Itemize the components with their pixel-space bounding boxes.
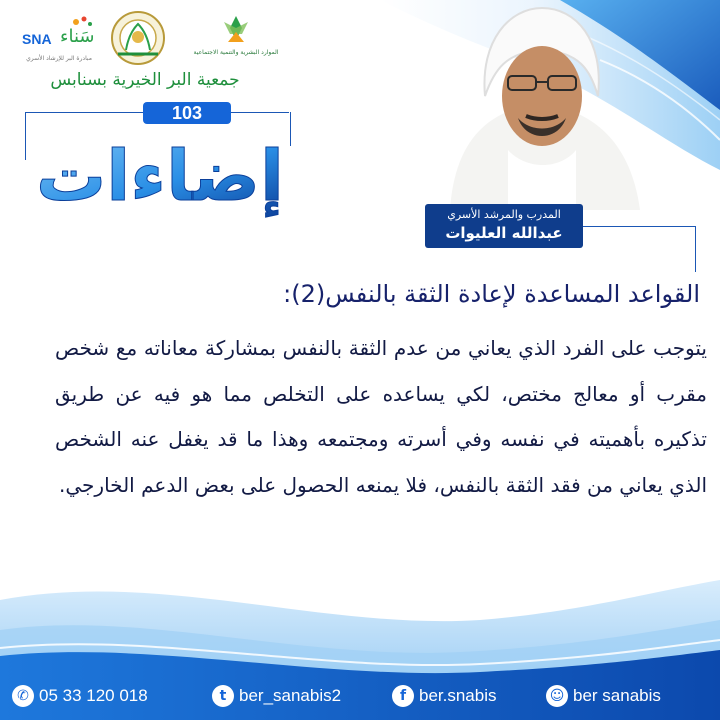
frame-line-badge-right — [231, 112, 289, 113]
contact-footer — [0, 682, 720, 710]
charity-crest-logo — [108, 10, 168, 70]
twitter-handle: ber_sanabis2 — [239, 686, 342, 705]
frame-line-trainer — [583, 226, 695, 227]
trainer-portrait — [440, 0, 645, 210]
trainer-name: عبدالله العليوات — [445, 224, 563, 242]
trainer-label — [425, 204, 583, 248]
series-title: إضاءات — [35, 135, 285, 217]
snapchat-icon: ☺ — [546, 685, 568, 707]
facebook-handle: ber.snabis — [419, 686, 497, 705]
facebook-icon: f — [392, 685, 414, 707]
sna-logo-text: SNA — [22, 31, 52, 47]
snapchat-handle: ber sanabis — [573, 686, 661, 705]
snapchat-contact[interactable] — [546, 682, 661, 710]
frame-line-right — [290, 112, 291, 146]
sna-logo-arabic: سَناء — [60, 26, 95, 47]
article-heading: القواعد المساعدة لإعادة الثقة بالنفس(2): — [283, 280, 700, 308]
facebook-contact[interactable] — [392, 682, 497, 710]
logo-group — [20, 10, 279, 100]
sna-logo — [20, 10, 98, 70]
ministry-logo-sub: الموارد البشرية والتنمية الاجتماعية — [193, 49, 279, 56]
ministry-logo — [193, 10, 279, 70]
trainer-role: المدرب والمرشد الأسري — [447, 208, 561, 221]
series-title-logo — [30, 120, 290, 230]
whatsapp-icon: ✆ — [12, 685, 34, 707]
article-body: يتوجب على الفرد الذي يعاني من عدم الثقة بالنفس بمشاركة معاناته مع شخص مقرب أو معالج مختص، لكي يساعده على التخلص مما هو فيه عن طريق تذكيره بأهميته في نفسه وفي أسرته ومجتمعه وهذا ما قد يغفل عنه الشخص الذي يعاني من فقد الثقة بالنفس، فلا يمنعه الحصول على بعض الدعم الخارجي. — [55, 336, 707, 497]
frame-line-top — [25, 112, 143, 113]
organization-name: جمعية البر الخيرية بسنابس — [50, 70, 240, 90]
twitter-icon: t — [212, 685, 234, 707]
phone-contact[interactable] — [12, 682, 148, 710]
frame-line-trainer-down — [695, 226, 696, 272]
phone-number: 05 33 120 018 — [39, 686, 148, 705]
twitter-contact[interactable] — [212, 682, 341, 710]
issue-number-badge: 103 — [143, 102, 231, 124]
frame-line-left — [25, 112, 26, 160]
sna-logo-sub: مبادرة البر للإرشاد الأسري — [26, 55, 92, 62]
